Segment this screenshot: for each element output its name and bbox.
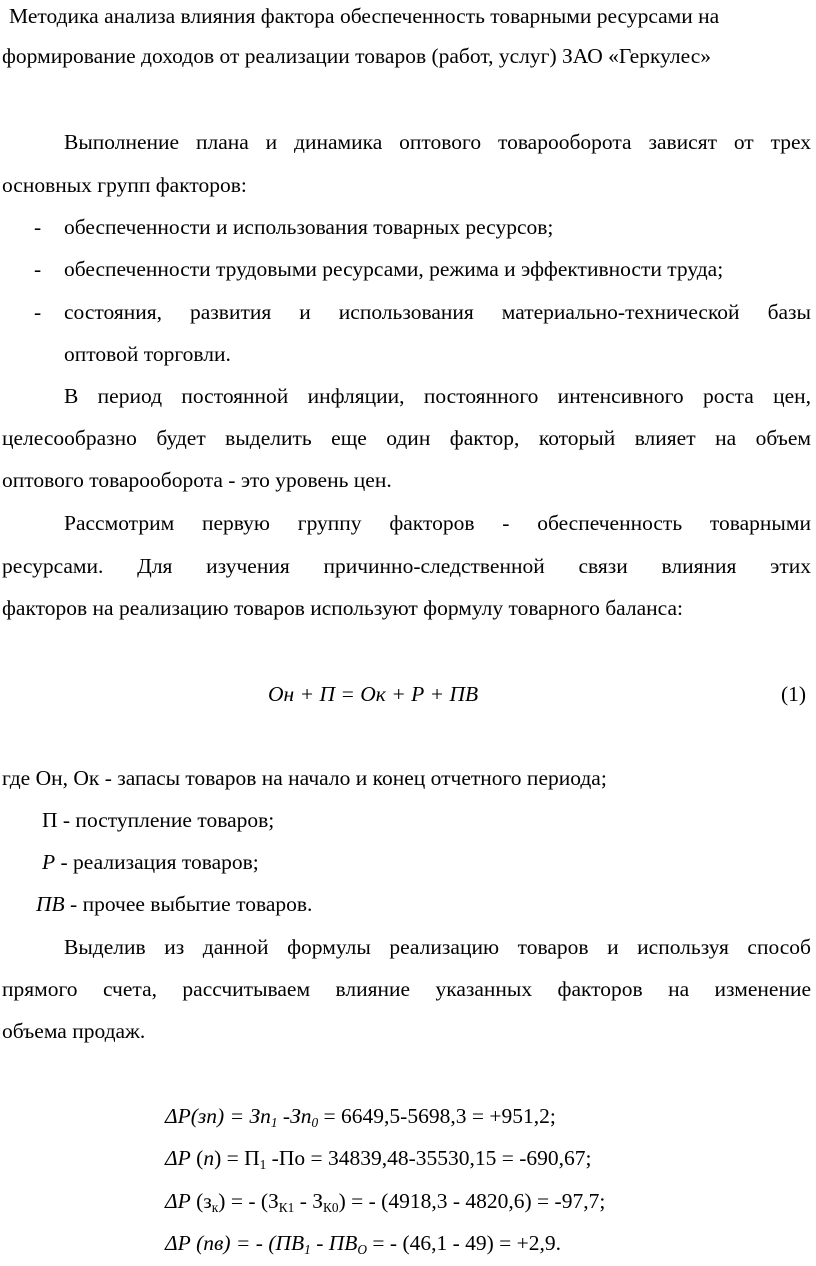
paragraph-1-line-2: основных групп факторов: <box>2 173 247 197</box>
balance-formula: Он + П = Ок + Р + ПВ <box>268 682 479 706</box>
paragraph-3-line-1: Рассмотрим первую группу факторов - обеспеченность товарными <box>64 511 811 535</box>
paragraph-2-line-1: В период постоянной инфляции, постоянного интенсивного роста цен, <box>64 384 811 408</box>
where-line-2: П - поступление товаров; <box>42 808 275 832</box>
paragraph-3-line-2: ресурсами. Для изучения причинно-следственной связи влияния этих <box>2 554 811 578</box>
bullet-dash: - <box>34 257 42 281</box>
paragraph-3-line-3: факторов на реализацию товаров используют формулу товарного баланса: <box>2 596 683 620</box>
paragraph-4-line-1: Выделив из данной формулы реализацию товаров и используя способ <box>64 935 811 959</box>
bullet-item-1: обеспеченности и использования товарных ресурсов; <box>64 215 554 239</box>
bullet-item-3-line-2: оптовой торговли. <box>64 342 231 366</box>
heading-line-1: Методика анализа влияния фактора обеспеченность товарными ресурсами на <box>9 4 720 28</box>
bullet-dash: - <box>34 215 42 239</box>
paragraph-2-line-3: оптового товарооборота - это уровень цен. <box>2 468 392 492</box>
bullet-item-2: обеспеченности трудовыми ресурсами, режима и эффективности труда; <box>64 257 724 281</box>
where-line-3: Р - реализация товаров; <box>42 850 259 874</box>
formula-number: (1) <box>781 682 807 706</box>
bullet-dash: - <box>34 300 42 324</box>
paragraph-2-line-2: целесообразно будет выделить еще один фактор, который влияет на объем <box>2 426 811 450</box>
where-line-1: где Он, Ок - запасы товаров на начало и конец отчетного периода; <box>2 766 607 790</box>
calc-line-4: ΔР (пв) = - ($ПВ_1 - ПВ_О$ = - (46,1 - 49) = +2,9. <box>165 1231 562 1257</box>
bullet-item-3-line-1: состояния, развития и использования материально-технической базы <box>64 300 811 324</box>
heading-line-2: формирование доходов от реализации товаров (работ, услуг) ЗАО «Геркулес» <box>2 44 711 68</box>
calc-line-3: ΔР $(з_к)$ = - $(З_{К1} - З_{К0})$ = - (4918,3 - 4820,6) = -97,7; <box>165 1189 606 1215</box>
paragraph-4-line-2: прямого счета, рассчитываем влияние указанных факторов на изменение <box>2 977 811 1001</box>
where-line-4: ПВ - прочее выбытие товаров. <box>36 892 313 916</box>
paragraph-1-line-1: Выполнение плана и динамика оптового товарооборота зависят от трех <box>64 130 811 154</box>
calc-line-1: $\Delta Р(зп) = Зп_1$ $-Зп_0 = 6649,5-5698,3 = +951,2$; <box>165 1104 556 1130</box>
paragraph-4-line-3: объема продаж. <box>2 1019 146 1043</box>
calc-line-2: ΔР $(п) = П_1$ -По = 34839,48-35530,15 = -690,67; <box>165 1146 592 1172</box>
